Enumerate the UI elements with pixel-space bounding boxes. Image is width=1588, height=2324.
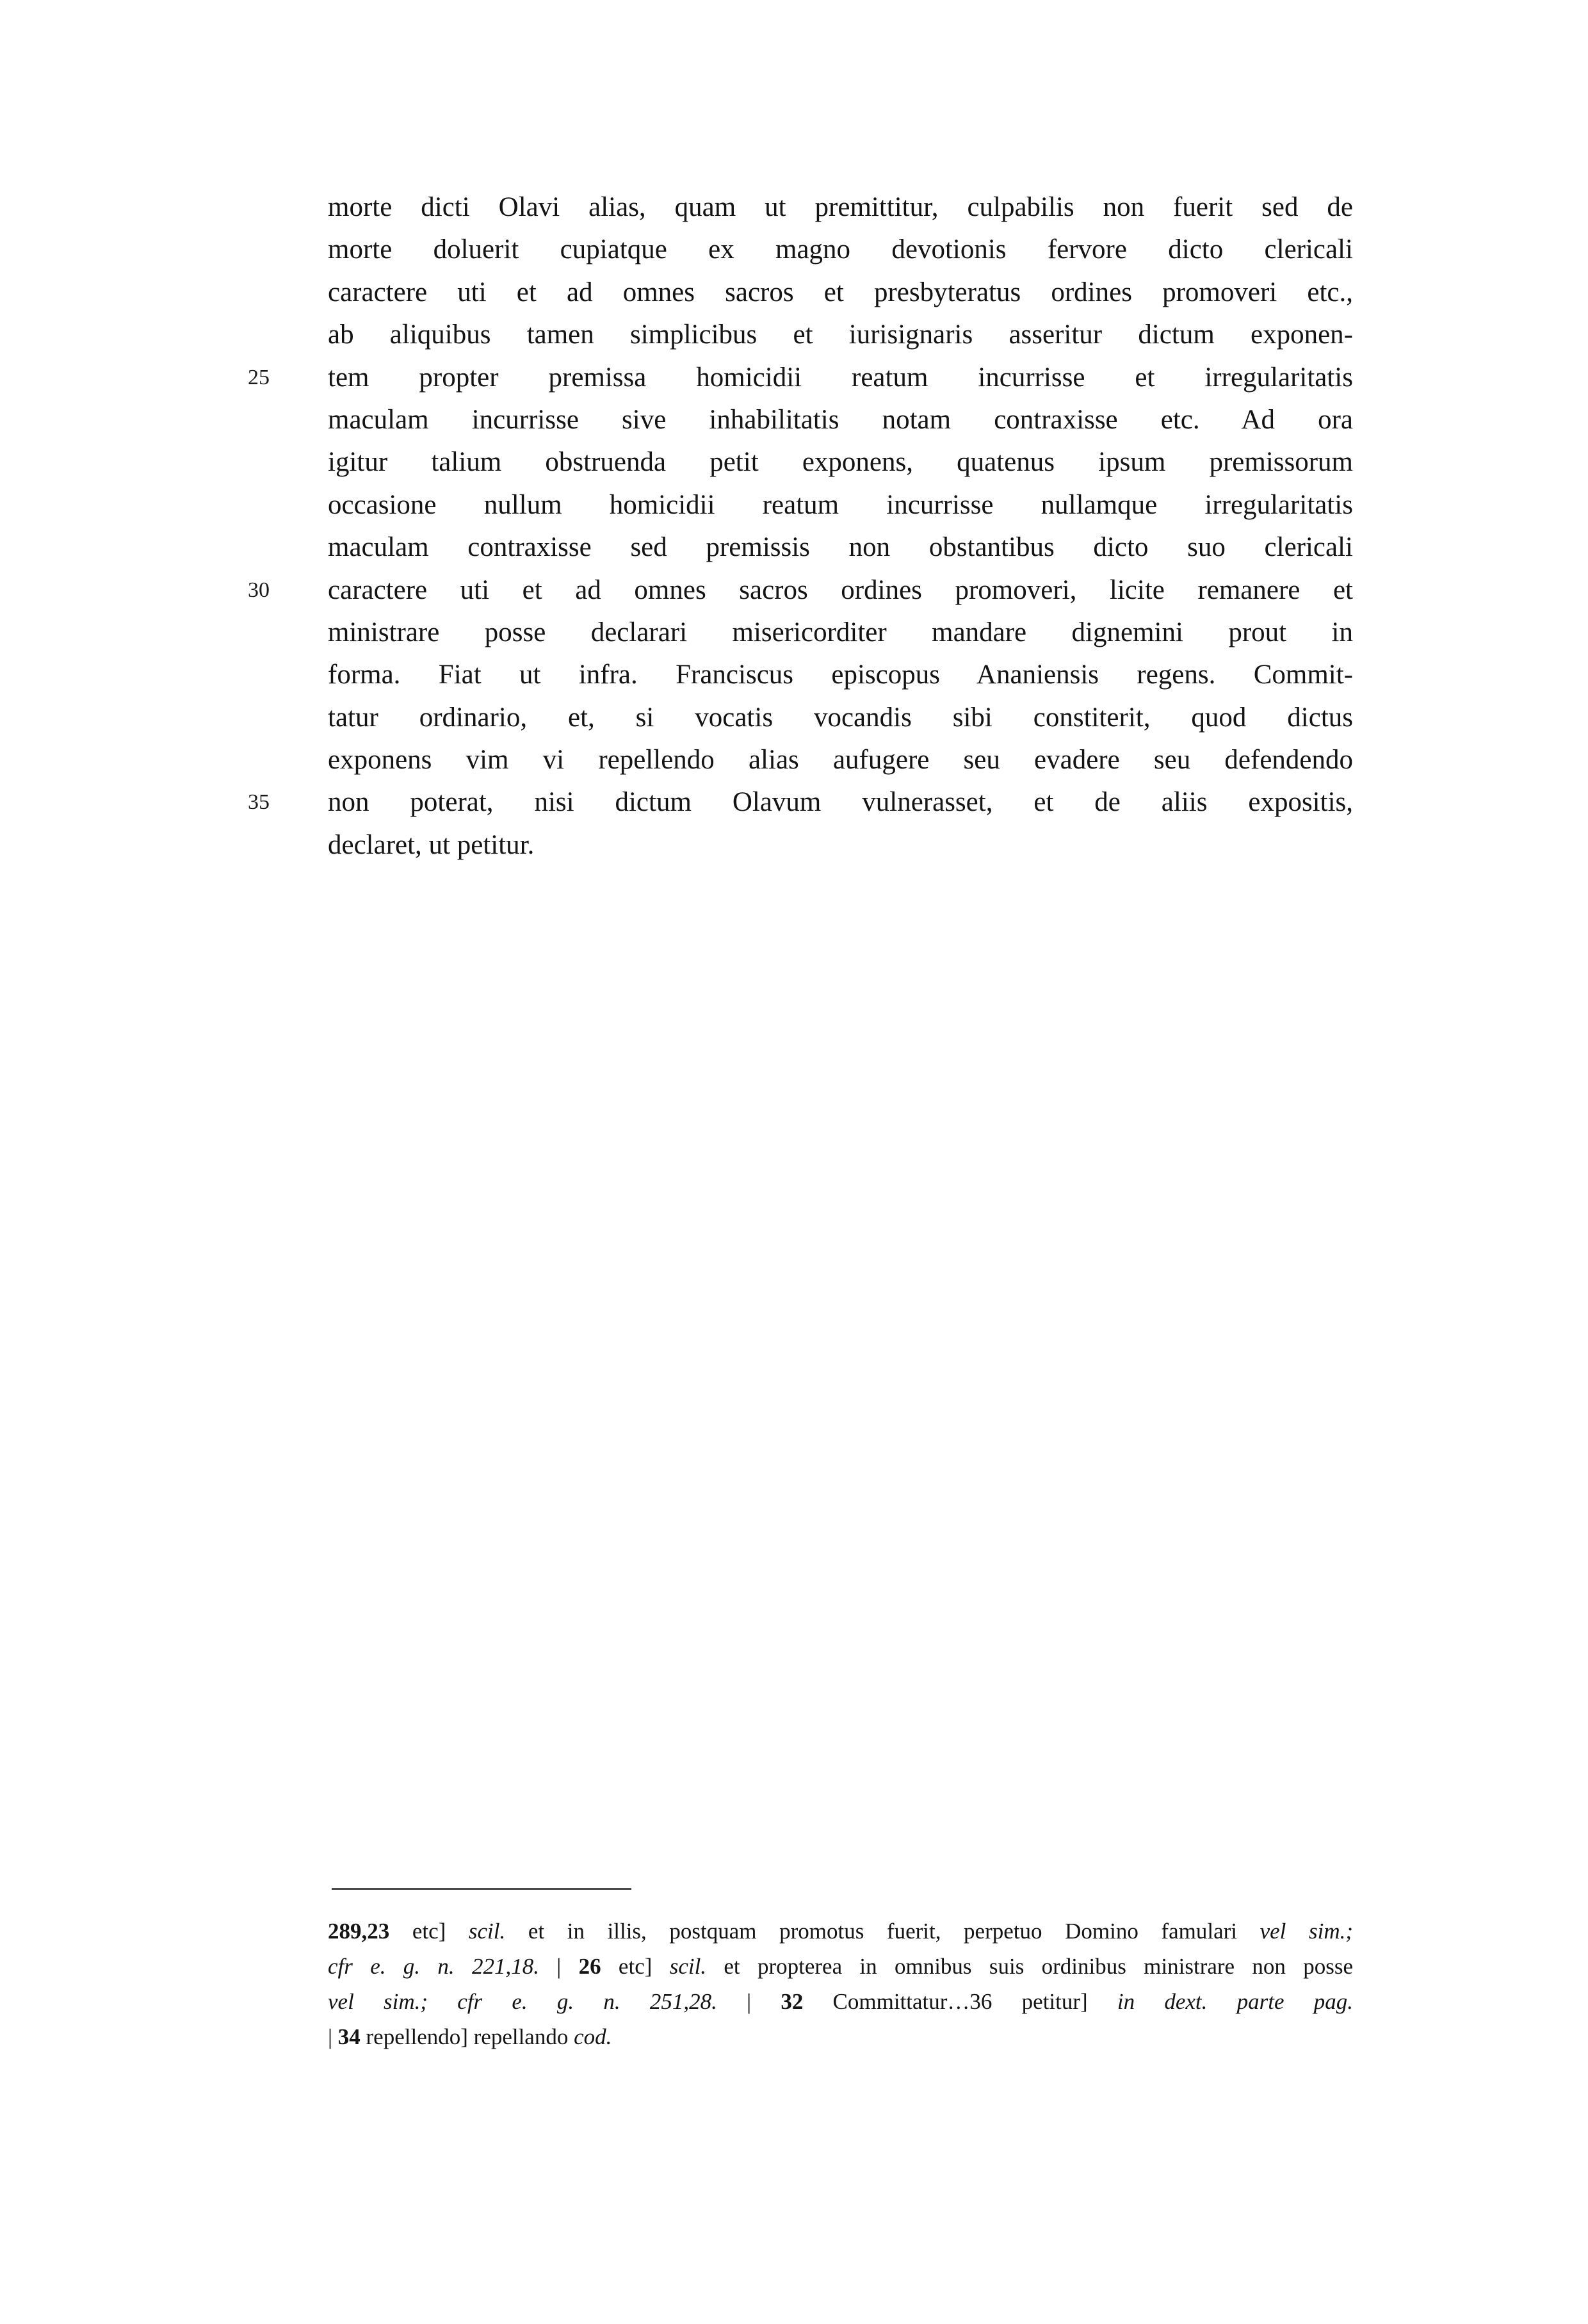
apparatus-editorial-note: cfr e. g. n. 221,18.: [328, 1954, 539, 1979]
apparatus-editorial-note: vel sim.;: [1260, 1919, 1353, 1944]
text-line-content: caractere uti et ad omnes sacros et presbyteratus ordines promoveri etc.,: [328, 277, 1353, 307]
text-line-content: tatur ordinario, et, si vocatis vocandis sibi constiterit, quod dictus: [328, 702, 1353, 733]
text-line-content: declaret, ut petitur.: [328, 829, 535, 860]
text-line: [328, 314, 1353, 356]
text-line: [328, 697, 1353, 739]
text-line: [328, 186, 1353, 229]
apparatus-line-reference: 26: [578, 1954, 601, 1979]
apparatus-editorial-note: cod.: [574, 2024, 612, 2049]
text-line-content: ministrare posse declarari misericorditer mandare dignemini prout in: [328, 617, 1353, 647]
text-line: [328, 272, 1353, 314]
text-line: [328, 229, 1353, 271]
critical-apparatus-block: [328, 1914, 1353, 2054]
margin-line-number: 30: [248, 578, 270, 602]
text-line: [248, 569, 1353, 612]
apparatus-editorial-note: in dext. parte pag.: [1117, 1989, 1353, 2014]
text-line: [328, 526, 1353, 569]
text-line: [328, 612, 1353, 654]
apparatus-text: |: [539, 1954, 579, 1979]
text-line-content: morte dicti Olavi alias, quam ut premittitur, culpabilis non fuerit sed de: [328, 192, 1353, 222]
apparatus-text: et propterea in omnibus suis ordinibus ministrare non posse: [706, 1954, 1353, 1979]
text-line: [328, 824, 1353, 866]
text-line: [328, 399, 1353, 441]
apparatus-editorial-note: vel sim.;: [328, 1989, 458, 2014]
apparatus-line-reference: 34: [337, 2024, 361, 2049]
text-line-content: forma. Fiat ut infra. Franciscus episcopus Ananiensis regens. Commit-: [328, 660, 1353, 690]
text-line-content: non poterat, nisi dictum Olavum vulnerasset, et de aliis expositis,: [328, 787, 1353, 818]
apparatus-text: Committatur…36 petitur]: [803, 1989, 1117, 2014]
text-line: [328, 441, 1353, 483]
text-line: [328, 484, 1353, 526]
text-line-content: maculam incurrisse sive inhabilitatis notam contraxisse etc. Ad ora: [328, 404, 1353, 435]
apparatus-text: et in illis, postquam promotus fuerit, perpetuo Domino famulari: [505, 1919, 1260, 1944]
apparatus-editorial-note: scil.: [669, 1954, 707, 1979]
apparatus-line: [328, 1984, 1353, 2019]
text-line-content: tem propter premissa homicidii reatum incurrisse et irregularitatis: [328, 362, 1353, 393]
text-line: [328, 739, 1353, 781]
apparatus-line: [328, 1949, 1353, 1984]
margin-line-number: 35: [248, 790, 270, 815]
margin-line-number: 25: [248, 365, 270, 389]
main-text-block: [248, 186, 1353, 866]
text-line: [248, 781, 1353, 824]
apparatus-text: etc]: [601, 1954, 670, 1979]
text-line: [248, 357, 1353, 399]
text-line-content: exponens vim vi repellendo alias aufugere seu evadere seu defendendo: [328, 745, 1353, 776]
text-line-content: maculam contraxisse sed premissis non obstantibus dicto suo clericali: [328, 532, 1353, 563]
text-line: [328, 654, 1353, 696]
text-line-content: occasione nullum homicidii reatum incurrisse nullamque irregularitatis: [328, 489, 1353, 520]
apparatus-editorial-note: scil.: [468, 1919, 506, 1944]
text-line-content: igitur talium obstruenda petit exponens, quatenus ipsum premissorum: [328, 447, 1353, 478]
apparatus-text: |: [717, 1989, 781, 2014]
text-line-content: ab aliquibus tamen simplicibus et iurisignaris asseritur dictum exponen-: [328, 320, 1353, 350]
apparatus-line-reference: 289,23: [328, 1919, 390, 1944]
apparatus-editorial-note: cfr e. g. n. 251,28.: [457, 1989, 717, 2014]
text-line-content: morte doluerit cupiatque ex magno devotionis fervore dicto clericali: [328, 234, 1353, 265]
apparatus-line-reference: 32: [781, 1989, 804, 2014]
apparatus-text: etc]: [389, 1919, 469, 1944]
text-line-content: caractere uti et ad omnes sacros ordines promoveri, licite remanere et: [328, 574, 1353, 605]
apparatus-text: |: [328, 2024, 338, 2049]
footnote-separator-rule: [332, 1888, 631, 1890]
apparatus-text: repellendo] repellando: [360, 2024, 574, 2049]
apparatus-line: [328, 1914, 1353, 1949]
apparatus-line: [328, 2019, 1353, 2054]
